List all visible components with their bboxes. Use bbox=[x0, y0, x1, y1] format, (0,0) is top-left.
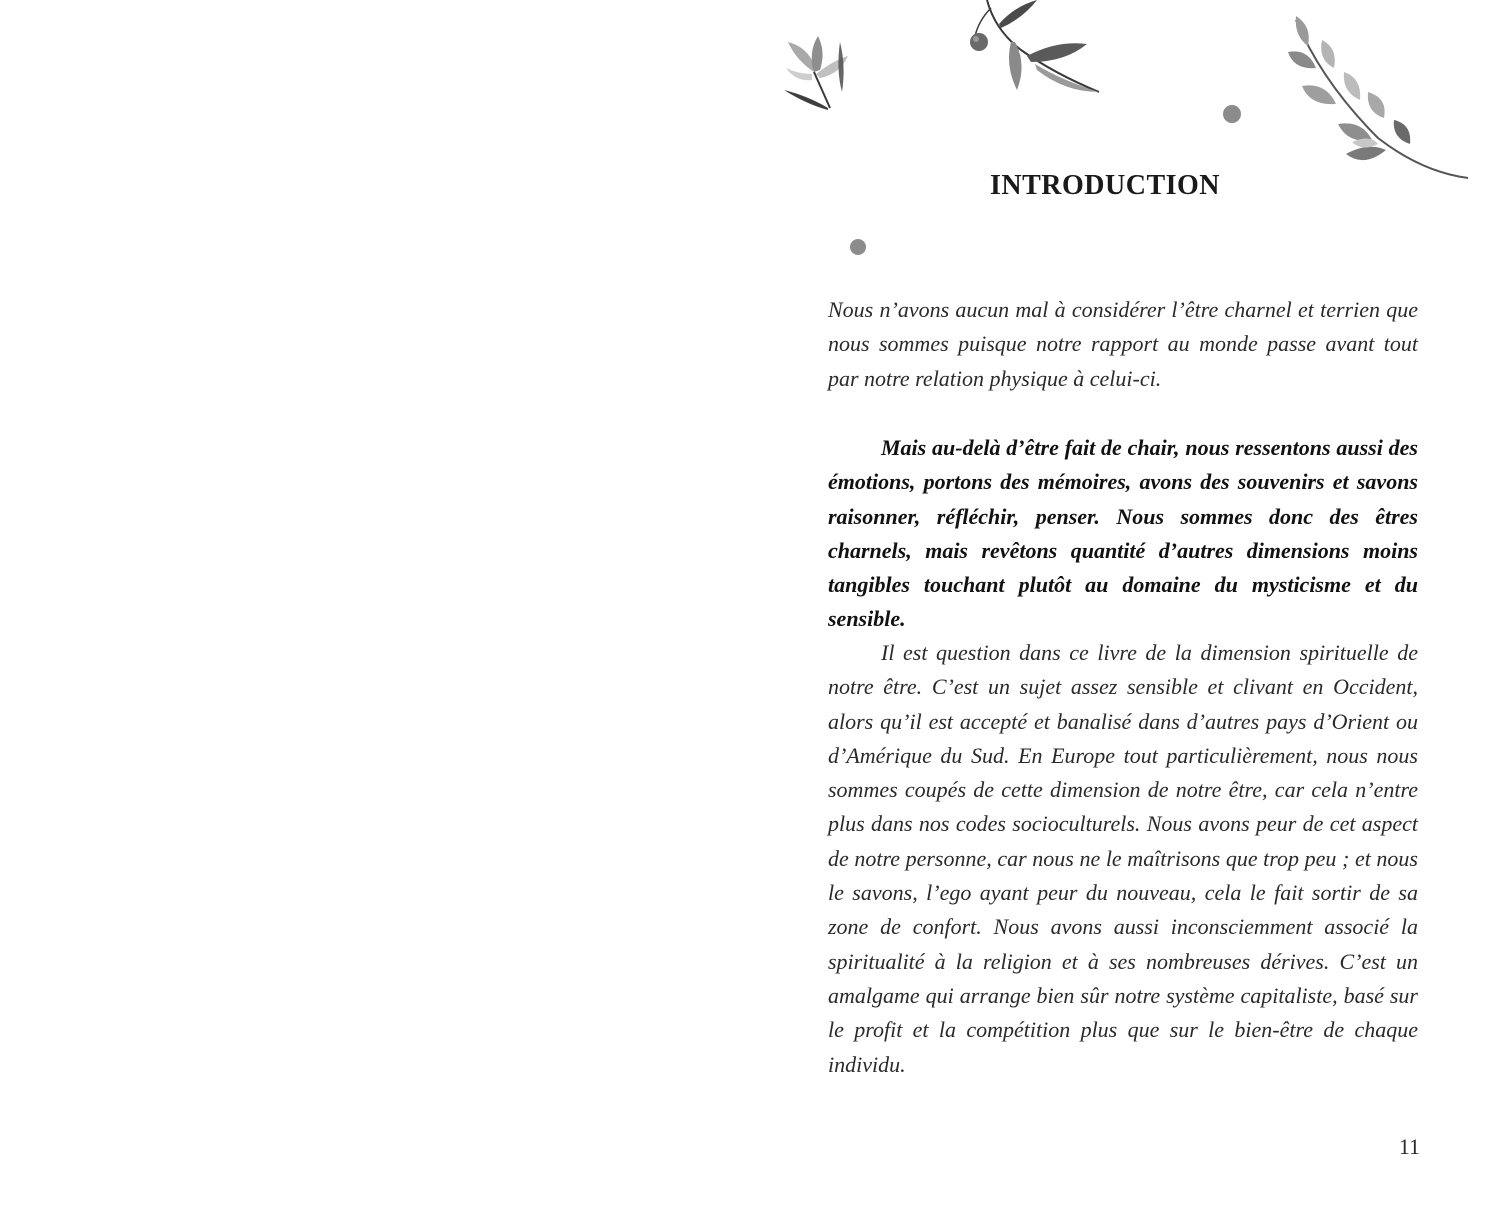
dot-icon bbox=[1222, 104, 1242, 124]
page-number: 11 bbox=[1398, 1134, 1420, 1159]
paragraph-1: Nous n’avons aucun mal à considérer l’être charnel et terrien que nous sommes puisque notre rapport au monde passe avant tout par notre relation physique à celui-ci. bbox=[828, 297, 1418, 391]
flower-icon bbox=[778, 30, 858, 120]
paragraph-2-bold: Mais au-delà d’être fait de chair, nous ressentons aussi des émotions, portons des mémoires, avons des souvenirs et savons raisonner, réfléchir, penser. Nous sommes donc des êtres charnels, mais revêtons quantité d’autres dimensions moins tangibles touchant plutôt au domaine du mysticisme et du sensible. bbox=[828, 435, 1418, 632]
dot-icon bbox=[849, 238, 867, 256]
olive-branch-icon bbox=[965, 0, 1105, 98]
paragraph-3: Il est question dans ce livre de la dimension spirituelle de notre être. C’est un sujet assez sensible et clivant en Occident, alors qu’il est accepté et banalisé dans d’autres pays d’Orient ou d’Amérique du Sud. En Europe tout particulièrement, nous nous sommes coupés de cette dimension de notre être, car cela n’entre plus dans nos codes socioculturels. Nous avons peur de cet aspect de notre personne, car nous ne le maîtrisons que trop peu ; et nous le savons, l’ego ayant peur du nouveau, cela le fait sortir de sa zone de confort. Nous avons aussi inconsciemment associé la spiritualité à la religion et à ses nombreuses dérives. C’est un amalgame qui arrange bien sûr notre système capitaliste, basé sur le profit et la compétition plus que sur le bien-être de chaque individu. bbox=[828, 640, 1418, 1077]
eucalyptus-branch-icon bbox=[1282, 12, 1472, 182]
chapter-title: INTRODUCTION bbox=[990, 170, 1221, 201]
